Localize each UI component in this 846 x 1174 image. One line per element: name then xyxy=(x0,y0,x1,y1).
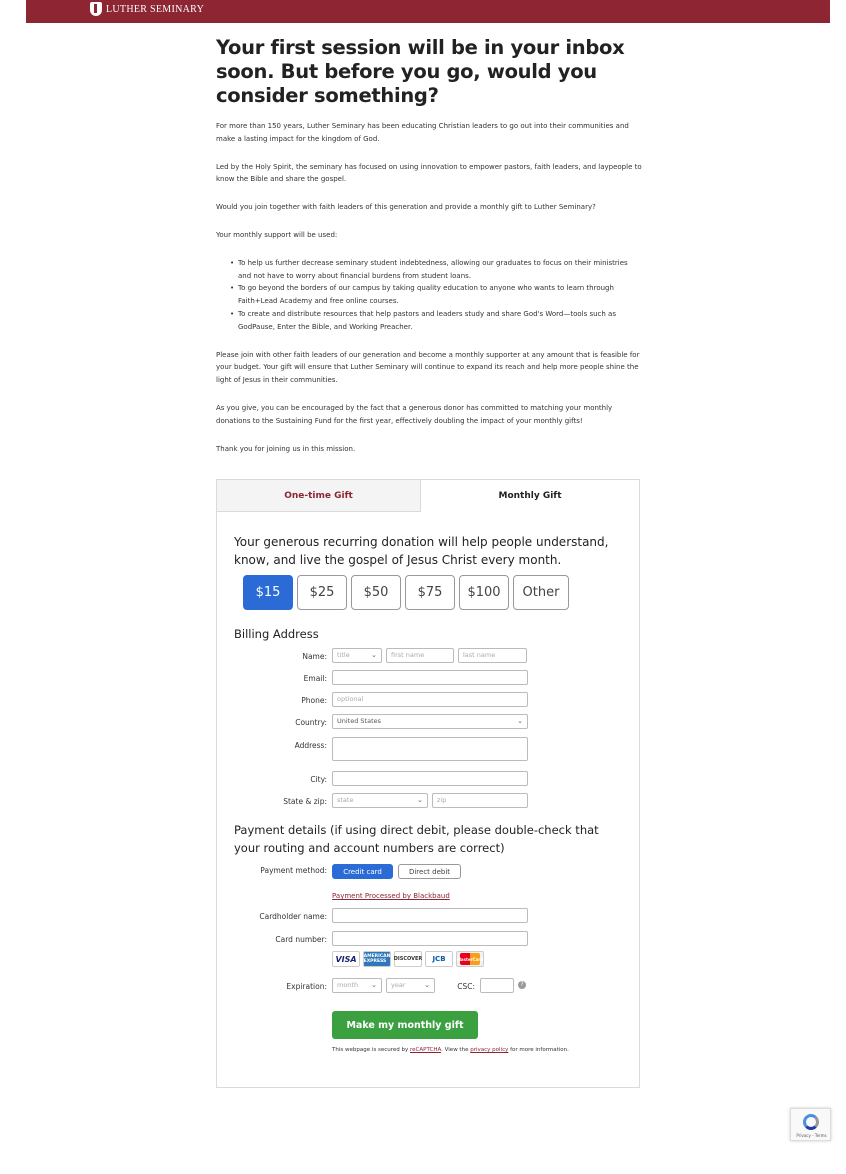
appeal-content xyxy=(216,36,642,455)
make-monthly-gift-button[interactable]: Make my monthly gift xyxy=(332,1011,478,1039)
amount-button-25[interactable]: $25 xyxy=(297,575,347,610)
mastercard-label: MasterCard xyxy=(460,953,480,965)
email-field[interactable] xyxy=(332,670,528,685)
payment-details-title: Payment details (if using direct debit, please double-check that your routing and account numbers are correct) xyxy=(234,823,599,855)
paragraph-join: Please join with other faith leaders of our generation and become a monthly supporter at any amount that is feasible for your budget. Your gift will ensure that Luther Seminary will continue to expand its reach and help more people shine the light of Jesus in their communities. xyxy=(216,350,640,385)
list-item: • To go beyond the borders of our campus by taking quality education to anyone who wants to learn through Faith+Lead Academy and free online courses. xyxy=(230,282,642,308)
recaptcha-link[interactable]: reCAPTCHA xyxy=(410,1047,442,1053)
donation-form xyxy=(216,479,640,1088)
last-name-input[interactable]: last name xyxy=(458,648,527,663)
paragraph-question: Would you join together with faith leaders of this generation and provide a monthly gift to Luther Seminary? xyxy=(216,203,596,212)
city-label: City: xyxy=(310,775,327,784)
secured-text: for more information. xyxy=(508,1047,569,1053)
amount-button-50[interactable]: $50 xyxy=(351,575,401,610)
name-label: Name: xyxy=(302,652,327,661)
chevron-down-icon: ⌄ xyxy=(417,796,423,804)
amount-button-75[interactable]: $75 xyxy=(405,575,455,610)
state-select[interactable] xyxy=(332,793,428,808)
billing-address-title: Billing Address xyxy=(234,627,319,641)
cardholder-field[interactable] xyxy=(332,908,528,923)
secured-text: This webpage is secured by xyxy=(332,1047,411,1053)
country-value: United States xyxy=(337,717,382,725)
support-list xyxy=(230,257,642,334)
visa-icon: VISA xyxy=(332,951,360,967)
address-field[interactable] xyxy=(332,737,528,761)
logo-text: LUTHER SEMINARY xyxy=(106,3,205,15)
accepted-cards xyxy=(332,951,484,967)
direct-debit-button[interactable]: Direct debit xyxy=(398,864,461,879)
amount-button-100[interactable]: $100 xyxy=(459,575,509,610)
csc-field[interactable] xyxy=(480,978,514,993)
top-banner xyxy=(26,0,830,23)
first-name-input[interactable]: first name xyxy=(386,648,454,663)
title-placeholder: title xyxy=(337,651,350,659)
tab-monthly-gift[interactable]: Monthly Gift xyxy=(421,480,639,512)
country-label: Country: xyxy=(295,718,327,727)
page-title: Your first session will be in your inbox soon. But before you go, would you consider something? xyxy=(216,36,625,107)
secured-text: . View the xyxy=(441,1047,471,1053)
phone-field[interactable]: optional xyxy=(332,692,528,707)
amount-options xyxy=(243,575,569,610)
city-field[interactable] xyxy=(332,771,528,786)
card-number-label: Card number: xyxy=(275,935,327,944)
state-placeholder: state xyxy=(337,796,354,804)
recaptcha-notice xyxy=(332,1047,569,1053)
privacy-policy-link[interactable]: privacy policy xyxy=(470,1047,509,1053)
zip-field[interactable]: zip xyxy=(432,793,528,808)
paragraph-matching: As you give, you can be encouraged by the fact that a generous donor has committed to matching your monthly donations to the Sustaining Fund for the first year, effectively doubling the impact of your monthly gifts! xyxy=(216,403,613,425)
csc-label: CSC: xyxy=(457,982,475,991)
amount-button-15[interactable]: $15 xyxy=(243,575,293,610)
mastercard-icon xyxy=(456,951,484,967)
card-number-field[interactable] xyxy=(332,931,528,946)
amex-icon: AMERICAN EXPRESS xyxy=(363,951,391,967)
discover-icon: DISCOVER xyxy=(394,951,422,967)
seminary-logo-icon xyxy=(90,2,102,16)
jcb-icon: JCB xyxy=(425,951,453,967)
recaptcha-icon xyxy=(803,1114,819,1130)
chevron-down-icon: ⌄ xyxy=(371,651,377,659)
blackbaud-link[interactable]: Payment Processed by Blackbaud xyxy=(332,892,450,900)
help-icon[interactable]: ? xyxy=(518,981,526,989)
year-placeholder: year xyxy=(391,981,406,989)
chevron-down-icon: ⌄ xyxy=(424,981,430,989)
country-select[interactable] xyxy=(332,714,528,729)
form-intro: Your generous recurring donation will help people understand, know, and live the gospel of Jesus Christ every month. xyxy=(234,535,609,567)
phone-label: Phone: xyxy=(301,696,327,705)
title-select[interactable] xyxy=(332,648,382,663)
paragraph-support-intro: Your monthly support will be used: xyxy=(216,230,338,239)
luther-seminary-logo[interactable] xyxy=(90,2,204,16)
expiration-label: Expiration: xyxy=(286,982,327,991)
paragraph-history: For more than 150 years, Luther Seminary has been educating Christian leaders to go out into their communities and make a lasting impact for the kingdom of God. xyxy=(216,122,629,143)
state-zip-label: State & zip: xyxy=(283,797,327,806)
amount-button-other[interactable]: Other xyxy=(513,575,569,610)
recaptcha-badge[interactable] xyxy=(790,1108,831,1141)
paragraph-thanks: Thank you for joining us in this mission. xyxy=(216,444,356,453)
list-item: • To help us further decrease seminary student indebtedness, allowing our graduates to focus on their ministries and not have to worry about financial burdens from student loans. xyxy=(230,257,642,283)
cardholder-label: Cardholder name: xyxy=(259,912,327,921)
tab-one-time-gift[interactable]: One-time Gift xyxy=(217,480,421,512)
paragraph-holy-spirit: Led by the Holy Spirit, the seminary has focused on using innovation to empower pastors, faith leaders, and laypeople to know the Bible and share the gospel. xyxy=(216,162,642,184)
chevron-down-icon: ⌄ xyxy=(517,717,523,725)
credit-card-button[interactable]: Credit card xyxy=(332,864,393,879)
recaptcha-privacy-terms[interactable]: Privacy - Terms xyxy=(796,1133,827,1138)
address-label: Address: xyxy=(294,741,327,750)
email-label: Email: xyxy=(303,674,327,683)
payment-method-label: Payment method: xyxy=(260,866,327,875)
month-placeholder: month xyxy=(337,981,359,989)
chevron-down-icon: ⌄ xyxy=(371,981,377,989)
list-item: • To create and distribute resources that help pastors and leaders study and share God's Word—tools such as GodPause, Enter the Bible, and Working Preacher. xyxy=(230,308,642,334)
